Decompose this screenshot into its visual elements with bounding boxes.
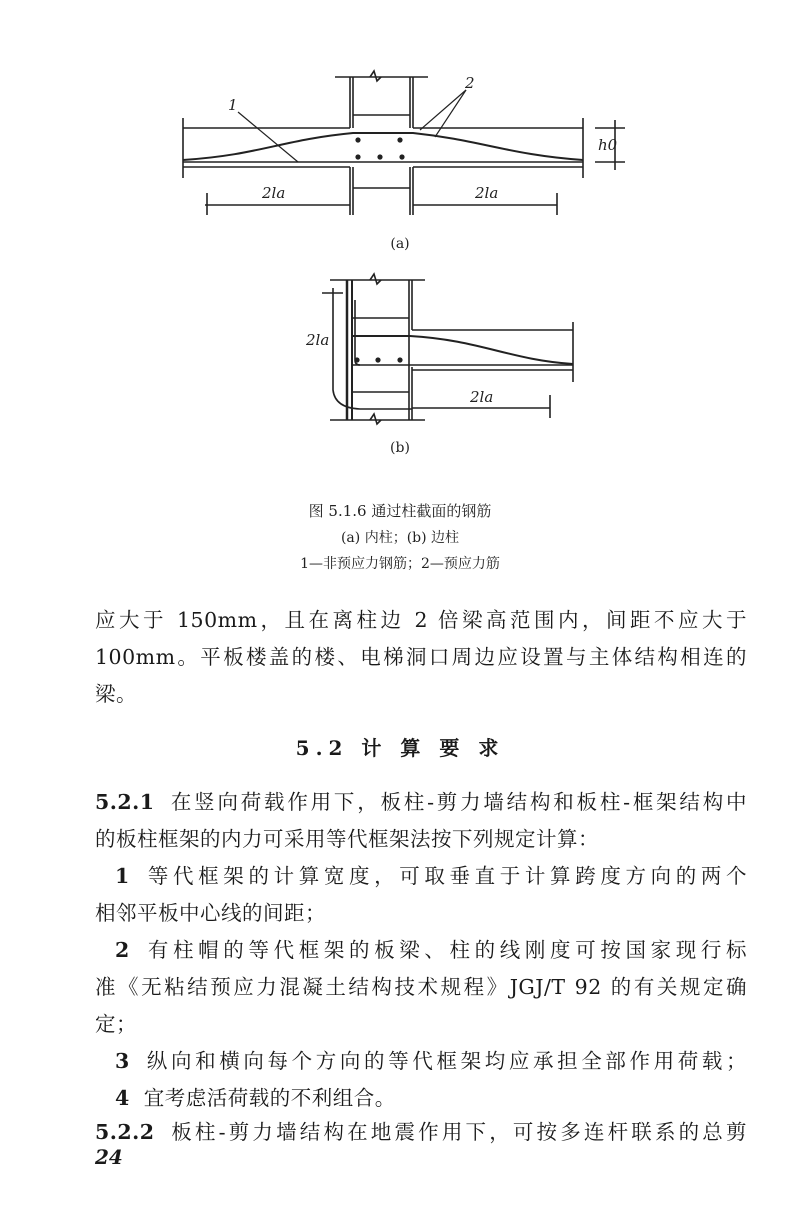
text-line: 100mm。平板楼盖的楼、电梯洞口周边应设置与主体结构相连的 [95,645,747,669]
section-heading: 5.2 计 算 要 求 [295,736,505,760]
figure-b-edge-column [322,274,573,424]
clause-5-2-2 [95,1115,747,1145]
label-h0: h0 [598,136,618,154]
item-1 [115,859,747,889]
figure-a-interior-column [183,71,625,215]
label-2la-left: 2la [262,184,286,202]
text-line: 相邻平板中心线的间距； [95,901,326,925]
clause-5-2-1 [95,785,747,815]
text-line: 梁。 [95,682,137,706]
figure-5-1-6-drawing [0,0,800,470]
text-line: 的板柱框架的内力可采用等代框架法按下列规定计算： [95,827,599,851]
text-line: 定； [95,1012,137,1036]
item-3 [115,1044,747,1074]
page-number: 24 [95,1145,123,1169]
text-line: 纵向和横向每个方向的等代框架均应承担全部作用荷载； [143,1049,747,1073]
figure-caption-legend: 1—非预应力钢筋；2—预应力筋 [300,556,500,572]
text-line: 应大于 150mm，且在离柱边 2 倍梁高范围内，间距不应大于 [95,608,747,632]
figure-caption-sub: (a) 内柱；(b) 边柱 [340,530,460,546]
item-number: 1 [115,864,130,888]
label-2la-right: 2la [475,184,499,202]
clause-number: 5.2.2 [95,1120,155,1144]
clause-number: 5.2.1 [95,790,155,814]
item-2 [115,933,747,963]
text-line: 有柱帽的等代框架的板梁、柱的线刚度可按国家现行标 [143,938,747,962]
text-line: 准《无粘结预应力混凝土结构技术规程》JGJ/T 92 的有关规定确 [95,975,747,999]
item-number: 2 [115,938,130,962]
label-2la-vertical: 2la [306,331,330,349]
label-2: 2 [465,74,475,92]
figure-caption-title: 图 5.1.6 通过柱截面的钢筋 [308,502,492,520]
item-4 [115,1081,747,1111]
item-number: 4 [115,1086,130,1110]
item-number: 3 [115,1049,130,1073]
label-1: 1 [228,96,238,114]
text-line: 宜考虑活荷载的不利组合。 [143,1086,396,1110]
label-2la-b: 2la [470,388,494,406]
text-line: 等代框架的计算宽度，可取垂直于计算跨度方向的两个 [143,864,747,888]
text-line: 板柱-剪力墙结构在地震作用下，可按多连杆联系的总剪 [168,1120,747,1144]
subfigure-b-label: (b) [390,440,410,456]
subfigure-a-label: (a) [390,236,410,252]
text-line: 在竖向荷载作用下，板柱-剪力墙结构和板柱-框架结构中 [168,790,747,814]
